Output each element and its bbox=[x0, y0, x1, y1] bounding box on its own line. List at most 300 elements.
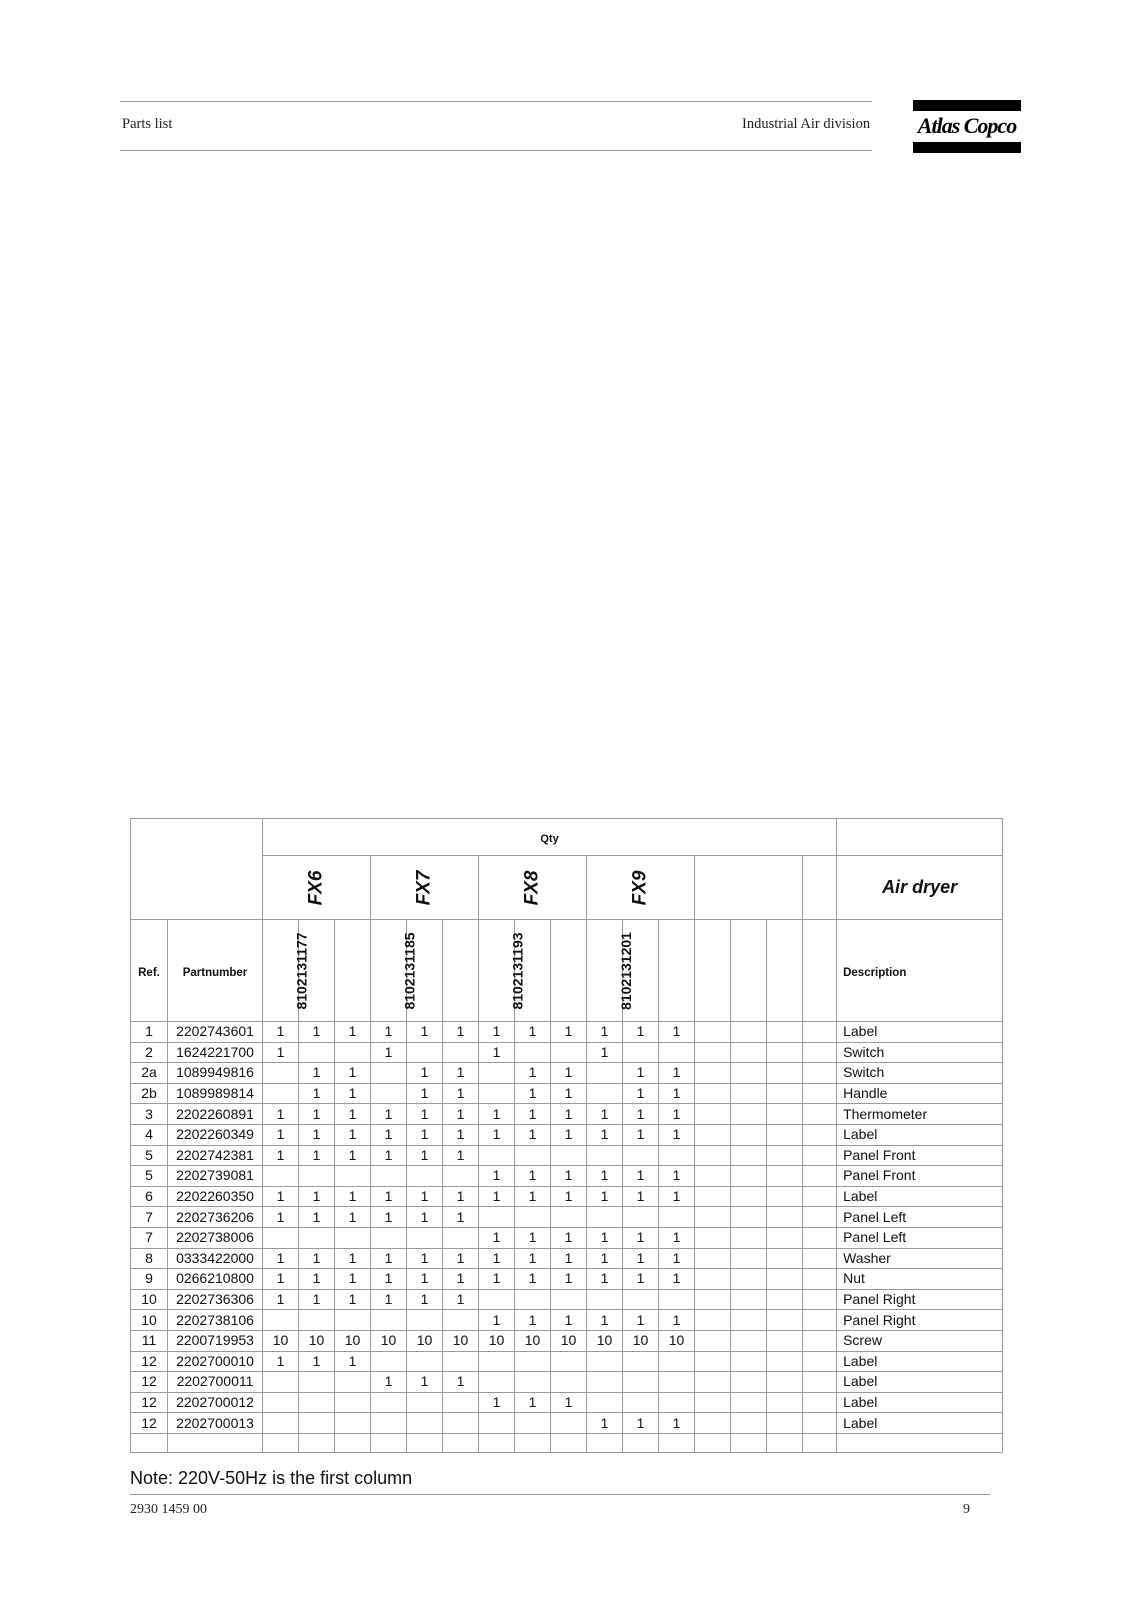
empty-qty-cell bbox=[803, 1207, 837, 1228]
qty-cell bbox=[479, 1413, 515, 1434]
empty-cell bbox=[168, 1433, 263, 1452]
ref-cell: 6 bbox=[131, 1186, 168, 1207]
empty-qty-cell bbox=[695, 1289, 731, 1310]
qty-cell: 1 bbox=[407, 1269, 443, 1290]
qty-cell bbox=[263, 1372, 299, 1393]
qty-cell bbox=[407, 1166, 443, 1187]
empty-qty-cell bbox=[695, 1063, 731, 1084]
blank-header-cell bbox=[551, 920, 587, 1022]
partnumber-cell: 0333422000 bbox=[168, 1248, 263, 1269]
qty-cell bbox=[407, 1310, 443, 1331]
qty-cell: 1 bbox=[299, 1269, 335, 1290]
empty-qty-cell bbox=[731, 1166, 767, 1187]
qty-cell: 1 bbox=[371, 1124, 407, 1145]
table-row bbox=[131, 1063, 1003, 1084]
description-cell: Washer bbox=[837, 1248, 1003, 1269]
qty-cell bbox=[335, 1227, 371, 1248]
description-cell: Panel Right bbox=[837, 1289, 1003, 1310]
empty-qty-cell bbox=[695, 1166, 731, 1187]
qty-cell: 1 bbox=[515, 1063, 551, 1084]
partnumber-cell: 2202738106 bbox=[168, 1310, 263, 1331]
qty-cell bbox=[551, 1413, 587, 1434]
qty-cell bbox=[443, 1310, 479, 1331]
qty-cell: 1 bbox=[623, 1166, 659, 1187]
qty-cell bbox=[299, 1166, 335, 1187]
ref-cell: 4 bbox=[131, 1124, 168, 1145]
empty-qty-cell bbox=[731, 1145, 767, 1166]
qty-cell: 1 bbox=[587, 1042, 623, 1063]
qty-cell: 1 bbox=[407, 1083, 443, 1104]
qty-cell bbox=[659, 1351, 695, 1372]
partnumber-cell: 0266210800 bbox=[168, 1269, 263, 1290]
empty-cell bbox=[731, 1433, 767, 1452]
empty-cell bbox=[659, 1433, 695, 1452]
parts-table bbox=[130, 818, 1003, 1453]
qty-cell: 1 bbox=[551, 1392, 587, 1413]
table-row bbox=[131, 1166, 1003, 1187]
qty-cell: 1 bbox=[371, 1104, 407, 1125]
table-row bbox=[131, 1022, 1003, 1043]
empty-qty-cell bbox=[803, 1289, 837, 1310]
description-cell: Label bbox=[837, 1392, 1003, 1413]
empty-qty-cell bbox=[803, 1124, 837, 1145]
qty-cell: 1 bbox=[551, 1063, 587, 1084]
qty-cell bbox=[299, 1227, 335, 1248]
description-cell: Panel Left bbox=[837, 1227, 1003, 1248]
qty-cell bbox=[479, 1083, 515, 1104]
empty-qty-cell bbox=[767, 1372, 803, 1393]
qty-cell bbox=[335, 1310, 371, 1331]
empty-cell bbox=[335, 1433, 371, 1452]
qty-cell bbox=[479, 1063, 515, 1084]
fx9-partnumber-header: 8102131201 bbox=[587, 920, 623, 1022]
model-fx7-header: FX7 bbox=[371, 856, 479, 920]
qty-cell: 1 bbox=[299, 1022, 335, 1043]
qty-cell bbox=[479, 1351, 515, 1372]
qty-cell: 1 bbox=[299, 1289, 335, 1310]
qty-cell bbox=[659, 1145, 695, 1166]
empty-cell bbox=[479, 1433, 515, 1452]
qty-cell: 1 bbox=[371, 1269, 407, 1290]
description-cell: Label bbox=[837, 1372, 1003, 1393]
empty-qty-cell bbox=[767, 1166, 803, 1187]
qty-cell: 1 bbox=[479, 1392, 515, 1413]
model-empty-header-narrow bbox=[803, 856, 837, 920]
empty-qty-cell bbox=[731, 1269, 767, 1290]
qty-cell: 1 bbox=[479, 1269, 515, 1290]
empty-qty-cell bbox=[731, 1413, 767, 1434]
empty-cell bbox=[767, 1433, 803, 1452]
header-bottom-line bbox=[120, 150, 872, 151]
qty-cell: 1 bbox=[299, 1351, 335, 1372]
qty-cell bbox=[407, 1227, 443, 1248]
qty-cell bbox=[263, 1310, 299, 1331]
qty-cell bbox=[623, 1372, 659, 1393]
empty-qty-cell bbox=[695, 1104, 731, 1125]
qty-cell: 1 bbox=[551, 1269, 587, 1290]
empty-qty-cell bbox=[731, 1042, 767, 1063]
qty-cell bbox=[263, 1166, 299, 1187]
empty-cell bbox=[131, 1433, 168, 1452]
qty-cell bbox=[407, 1413, 443, 1434]
qty-cell: 1 bbox=[623, 1104, 659, 1125]
empty-qty-cell bbox=[803, 1330, 837, 1351]
qty-cell bbox=[335, 1413, 371, 1434]
partnumber-cell: 2202700010 bbox=[168, 1351, 263, 1372]
qty-cell bbox=[371, 1227, 407, 1248]
qty-cell: 1 bbox=[479, 1227, 515, 1248]
qty-cell: 1 bbox=[479, 1248, 515, 1269]
ref-cell: 5 bbox=[131, 1166, 168, 1187]
qty-cell bbox=[659, 1392, 695, 1413]
table-row bbox=[131, 1083, 1003, 1104]
empty-qty-cell bbox=[695, 1269, 731, 1290]
empty-qty-cell bbox=[767, 1227, 803, 1248]
qty-cell: 1 bbox=[443, 1063, 479, 1084]
qty-cell bbox=[443, 1227, 479, 1248]
qty-cell: 1 bbox=[443, 1207, 479, 1228]
fx8-partnumber-header: 8102131193 bbox=[479, 920, 515, 1022]
partnumber-cell: 2202739081 bbox=[168, 1166, 263, 1187]
qty-cell: 1 bbox=[551, 1186, 587, 1207]
empty-qty-cell bbox=[767, 1269, 803, 1290]
empty-qty-cell bbox=[731, 1124, 767, 1145]
qty-cell: 1 bbox=[407, 1145, 443, 1166]
qty-cell bbox=[551, 1289, 587, 1310]
description-cell: Switch bbox=[837, 1063, 1003, 1084]
empty-qty-cell bbox=[731, 1022, 767, 1043]
qty-cell bbox=[299, 1042, 335, 1063]
qty-cell: 10 bbox=[371, 1330, 407, 1351]
table-row bbox=[131, 1310, 1003, 1331]
qty-cell: 1 bbox=[479, 1042, 515, 1063]
empty-qty-cell bbox=[767, 1413, 803, 1434]
partnumber-cell: 2202743601 bbox=[168, 1022, 263, 1043]
qty-cell: 1 bbox=[587, 1022, 623, 1043]
empty-qty-cell bbox=[695, 1413, 731, 1434]
empty-qty-cell bbox=[803, 1186, 837, 1207]
qty-cell bbox=[371, 1392, 407, 1413]
qty-cell bbox=[371, 1166, 407, 1187]
empty-qty-cell bbox=[731, 1289, 767, 1310]
table-row bbox=[131, 1207, 1003, 1228]
qty-cell bbox=[263, 1413, 299, 1434]
qty-cell bbox=[587, 1145, 623, 1166]
ref-cell: 3 bbox=[131, 1104, 168, 1125]
empty-qty-cell bbox=[767, 1351, 803, 1372]
qty-cell: 1 bbox=[263, 1269, 299, 1290]
table-row bbox=[131, 1351, 1003, 1372]
empty-qty-cell bbox=[803, 1413, 837, 1434]
qty-cell: 1 bbox=[335, 1351, 371, 1372]
qty-cell: 10 bbox=[479, 1330, 515, 1351]
qty-cell: 1 bbox=[479, 1166, 515, 1187]
empty-qty-cell bbox=[767, 1083, 803, 1104]
qty-cell: 1 bbox=[299, 1186, 335, 1207]
description-cell: Panel Front bbox=[837, 1166, 1003, 1187]
qty-cell: 1 bbox=[659, 1166, 695, 1187]
qty-cell bbox=[659, 1289, 695, 1310]
ref-cell: 9 bbox=[131, 1269, 168, 1290]
blank-header-cell bbox=[335, 920, 371, 1022]
qty-cell: 1 bbox=[479, 1186, 515, 1207]
description-cell: Panel Right bbox=[837, 1310, 1003, 1331]
ref-header: Ref. bbox=[131, 920, 168, 1022]
qty-cell bbox=[371, 1413, 407, 1434]
empty-cell bbox=[623, 1433, 659, 1452]
qty-cell: 1 bbox=[371, 1372, 407, 1393]
qty-cell: 1 bbox=[443, 1186, 479, 1207]
qty-cell: 1 bbox=[443, 1104, 479, 1125]
ref-cell: 7 bbox=[131, 1227, 168, 1248]
qty-cell: 1 bbox=[551, 1124, 587, 1145]
qty-cell bbox=[335, 1392, 371, 1413]
partnumber-cell: 2202738006 bbox=[168, 1227, 263, 1248]
qty-cell bbox=[623, 1042, 659, 1063]
qty-cell: 1 bbox=[551, 1083, 587, 1104]
qty-cell: 10 bbox=[659, 1330, 695, 1351]
logo-top-bar bbox=[913, 100, 1021, 111]
qty-cell: 1 bbox=[659, 1104, 695, 1125]
ref-cell: 12 bbox=[131, 1351, 168, 1372]
empty-qty-cell bbox=[695, 1330, 731, 1351]
qty-cell: 1 bbox=[515, 1227, 551, 1248]
qty-cell bbox=[623, 1392, 659, 1413]
partnumber-header: Partnumber bbox=[168, 920, 263, 1022]
ref-cell: 10 bbox=[131, 1289, 168, 1310]
empty-qty-cell bbox=[767, 1022, 803, 1043]
model-fx8-header: FX8 bbox=[479, 856, 587, 920]
qty-cell: 1 bbox=[335, 1063, 371, 1084]
qty-cell: 1 bbox=[551, 1166, 587, 1187]
qty-cell: 1 bbox=[515, 1104, 551, 1125]
empty-cell bbox=[407, 1433, 443, 1452]
qty-cell: 1 bbox=[443, 1269, 479, 1290]
ref-cell: 7 bbox=[131, 1207, 168, 1228]
empty-cell bbox=[443, 1433, 479, 1452]
qty-cell: 1 bbox=[515, 1083, 551, 1104]
qty-cell: 1 bbox=[443, 1372, 479, 1393]
qty-cell: 1 bbox=[443, 1289, 479, 1310]
fx7-partnumber-header: 8102131185 bbox=[371, 920, 407, 1022]
table-corner-cell bbox=[131, 819, 263, 920]
qty-cell: 1 bbox=[407, 1124, 443, 1145]
qty-cell bbox=[515, 1372, 551, 1393]
ref-cell: 12 bbox=[131, 1372, 168, 1393]
partnumber-cell: 2202260891 bbox=[168, 1104, 263, 1125]
qty-cell: 1 bbox=[551, 1248, 587, 1269]
qty-cell: 1 bbox=[551, 1227, 587, 1248]
qty-cell: 1 bbox=[587, 1248, 623, 1269]
blank-header-cell bbox=[695, 920, 731, 1022]
description-cell: Screw bbox=[837, 1330, 1003, 1351]
ref-cell: 10 bbox=[131, 1310, 168, 1331]
table-row bbox=[131, 1330, 1003, 1351]
qty-cell: 1 bbox=[587, 1413, 623, 1434]
qty-cell: 1 bbox=[443, 1083, 479, 1104]
qty-cell: 1 bbox=[443, 1022, 479, 1043]
empty-qty-cell bbox=[695, 1022, 731, 1043]
ref-cell: 12 bbox=[131, 1413, 168, 1434]
table-row bbox=[131, 1269, 1003, 1290]
model-empty-header bbox=[695, 856, 803, 920]
qty-cell: 1 bbox=[263, 1145, 299, 1166]
qty-cell: 1 bbox=[551, 1310, 587, 1331]
qty-cell: 1 bbox=[659, 1248, 695, 1269]
empty-qty-cell bbox=[695, 1310, 731, 1331]
ref-cell: 2 bbox=[131, 1042, 168, 1063]
empty-qty-cell bbox=[767, 1310, 803, 1331]
qty-cell bbox=[263, 1227, 299, 1248]
qty-cell: 10 bbox=[335, 1330, 371, 1351]
empty-qty-cell bbox=[803, 1392, 837, 1413]
qty-cell: 1 bbox=[659, 1186, 695, 1207]
qty-cell bbox=[623, 1207, 659, 1228]
empty-qty-cell bbox=[731, 1207, 767, 1228]
qty-cell bbox=[587, 1392, 623, 1413]
empty-qty-cell bbox=[695, 1083, 731, 1104]
empty-cell bbox=[515, 1433, 551, 1452]
empty-qty-cell bbox=[767, 1104, 803, 1125]
empty-qty-cell bbox=[695, 1186, 731, 1207]
empty-qty-cell bbox=[767, 1145, 803, 1166]
partnumber-cell: 2200719953 bbox=[168, 1330, 263, 1351]
qty-cell bbox=[335, 1166, 371, 1187]
ref-cell: 5 bbox=[131, 1145, 168, 1166]
qty-cell: 1 bbox=[299, 1145, 335, 1166]
empty-qty-cell bbox=[803, 1145, 837, 1166]
qty-cell: 1 bbox=[659, 1063, 695, 1084]
model-fx9-header: FX9 bbox=[587, 856, 695, 920]
qty-cell: 1 bbox=[515, 1166, 551, 1187]
ref-cell: 8 bbox=[131, 1248, 168, 1269]
qty-cell: 1 bbox=[299, 1104, 335, 1125]
empty-qty-cell bbox=[767, 1124, 803, 1145]
qty-cell: 1 bbox=[515, 1124, 551, 1145]
empty-qty-cell bbox=[767, 1186, 803, 1207]
empty-qty-cell bbox=[695, 1227, 731, 1248]
qty-cell bbox=[623, 1145, 659, 1166]
footer-page-number: 9 bbox=[963, 1502, 970, 1517]
partnumber-cell: 1624221700 bbox=[168, 1042, 263, 1063]
qty-cell: 1 bbox=[479, 1310, 515, 1331]
empty-qty-cell bbox=[695, 1145, 731, 1166]
table-row bbox=[131, 1413, 1003, 1434]
qty-cell: 1 bbox=[335, 1022, 371, 1043]
qty-cell: 10 bbox=[551, 1330, 587, 1351]
qty-cell: 1 bbox=[335, 1104, 371, 1125]
qty-cell bbox=[335, 1372, 371, 1393]
blank-header-cell bbox=[803, 920, 837, 1022]
qty-cell: 1 bbox=[479, 1022, 515, 1043]
qty-cell bbox=[479, 1145, 515, 1166]
table-row bbox=[131, 1392, 1003, 1413]
qty-cell: 1 bbox=[371, 1042, 407, 1063]
empty-qty-cell bbox=[695, 1248, 731, 1269]
fx6-partnumber-header: 8102131177 bbox=[263, 920, 299, 1022]
description-cell: Label bbox=[837, 1413, 1003, 1434]
empty-qty-cell bbox=[803, 1269, 837, 1290]
qty-cell: 1 bbox=[407, 1186, 443, 1207]
description-header: Description bbox=[837, 920, 1003, 1022]
qty-cell bbox=[587, 1289, 623, 1310]
qty-cell bbox=[587, 1207, 623, 1228]
qty-cell bbox=[371, 1083, 407, 1104]
logo-wordmark: Atlas Copco bbox=[917, 113, 1017, 138]
table-row bbox=[131, 1248, 1003, 1269]
qty-cell bbox=[623, 1289, 659, 1310]
footer-line bbox=[130, 1494, 990, 1495]
qty-cell: 1 bbox=[587, 1104, 623, 1125]
empty-qty-cell bbox=[803, 1351, 837, 1372]
qty-cell: 1 bbox=[407, 1104, 443, 1125]
qty-cell: 1 bbox=[623, 1413, 659, 1434]
ref-cell: 2b bbox=[131, 1083, 168, 1104]
qty-cell: 1 bbox=[335, 1124, 371, 1145]
qty-cell: 10 bbox=[623, 1330, 659, 1351]
qty-cell: 1 bbox=[263, 1248, 299, 1269]
empty-cell bbox=[551, 1433, 587, 1452]
qty-cell: 1 bbox=[659, 1310, 695, 1331]
qty-cell: 1 bbox=[623, 1310, 659, 1331]
blank-header-cell bbox=[443, 920, 479, 1022]
empty-cell bbox=[587, 1433, 623, 1452]
qty-cell: 1 bbox=[335, 1145, 371, 1166]
description-cell: Panel Front bbox=[837, 1145, 1003, 1166]
qty-cell: 1 bbox=[515, 1186, 551, 1207]
qty-cell bbox=[659, 1372, 695, 1393]
qty-cell bbox=[551, 1042, 587, 1063]
description-cell: Handle bbox=[837, 1083, 1003, 1104]
table-row bbox=[131, 1186, 1003, 1207]
empty-qty-cell bbox=[695, 1207, 731, 1228]
description-cell: Thermometer bbox=[837, 1104, 1003, 1125]
qty-cell: 1 bbox=[443, 1145, 479, 1166]
header-left-text: Parts list bbox=[122, 116, 173, 132]
description-top-cell bbox=[837, 819, 1003, 856]
description-cell: Label bbox=[837, 1351, 1003, 1372]
qty-cell: 10 bbox=[263, 1330, 299, 1351]
qty-cell: 10 bbox=[443, 1330, 479, 1351]
qty-cell: 1 bbox=[371, 1186, 407, 1207]
qty-cell: 1 bbox=[263, 1207, 299, 1228]
qty-cell bbox=[515, 1351, 551, 1372]
description-cell: Label bbox=[837, 1186, 1003, 1207]
voltage-note: Note: 220V-50Hz is the first column bbox=[130, 1468, 413, 1488]
qty-cell: 1 bbox=[623, 1248, 659, 1269]
qty-cell: 1 bbox=[587, 1227, 623, 1248]
empty-qty-cell bbox=[731, 1104, 767, 1125]
qty-cell bbox=[263, 1392, 299, 1413]
ref-cell: 1 bbox=[131, 1022, 168, 1043]
qty-cell bbox=[623, 1351, 659, 1372]
empty-qty-cell bbox=[731, 1083, 767, 1104]
partnumber-cell: 2202700013 bbox=[168, 1413, 263, 1434]
qty-cell: 1 bbox=[335, 1248, 371, 1269]
qty-cell: 1 bbox=[299, 1248, 335, 1269]
qty-cell: 1 bbox=[407, 1372, 443, 1393]
empty-qty-cell bbox=[803, 1063, 837, 1084]
qty-cell bbox=[443, 1413, 479, 1434]
qty-cell bbox=[479, 1207, 515, 1228]
empty-qty-cell bbox=[731, 1227, 767, 1248]
empty-qty-cell bbox=[803, 1042, 837, 1063]
empty-cell bbox=[695, 1433, 731, 1452]
qty-cell: 1 bbox=[515, 1310, 551, 1331]
qty-cell: 1 bbox=[335, 1083, 371, 1104]
partnumber-cell: 2202260349 bbox=[168, 1124, 263, 1145]
partnumber-cell: 2202736306 bbox=[168, 1289, 263, 1310]
